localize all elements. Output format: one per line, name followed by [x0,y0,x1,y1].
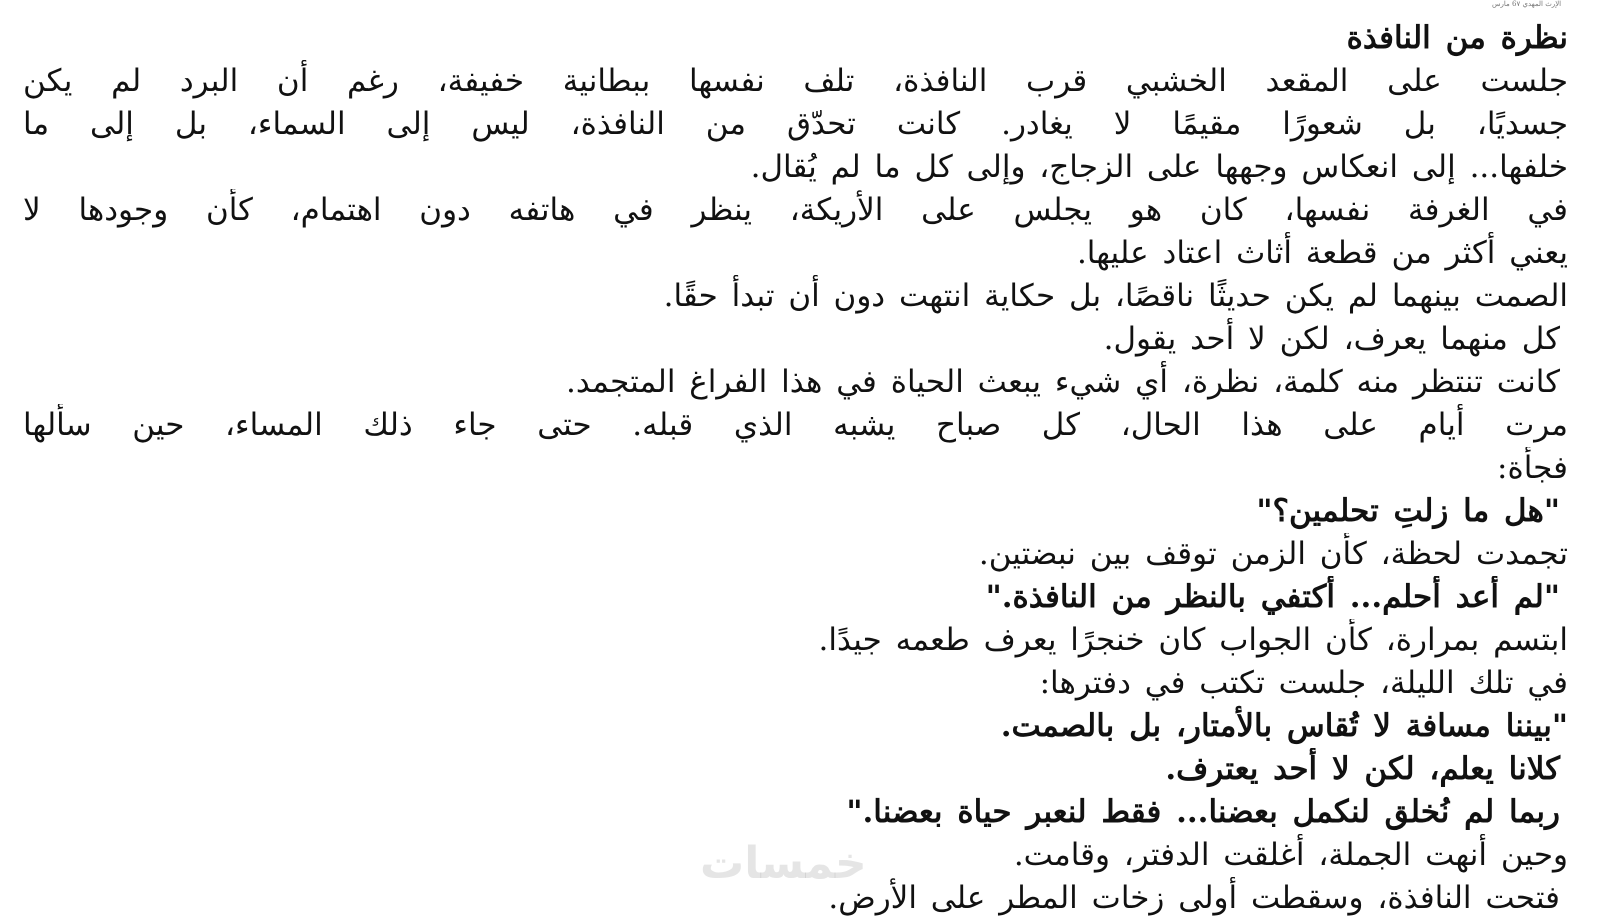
text-line: خلفها... إلى انعكاس وجهها على الزجاج، وإلى كل ما لم يُقال. [750,149,1568,185]
text-line: تجمدت لحظة، كأن الزمن توقف بين نبضتين. [978,536,1568,572]
document-title: نظرة من النافذة [1346,20,1568,56]
text-line: كل منهما يعرف، لكن لا أحد يقول. [1103,321,1560,357]
document-body [23,17,1568,920]
text-line: في الغرفة نفسها، كان هو يجلس على الأريكة، ينظر في هاتفه دون اهتمام، كأن وجودها لا [23,192,1568,228]
text-line: كانت تنتظر منه كلمة، نظرة، أي شيء يبعث الحياة في هذا الفراغ المتجمد. [566,364,1560,400]
watermark: خمسات [700,838,867,889]
text-line: في تلك الليلة، جلست تكتب في دفترها: [1039,665,1568,701]
text-line: يعني أكثر من قطعة أثاث اعتاد عليها. [1076,235,1568,271]
text-line: جسديًا، بل شعورًا مقيمًا لا يغادر. كانت تحدّق من النافذة، ليس إلى السماء، بل إلى ما [23,106,1568,142]
text-line: مرت أيام على هذا الحال، كل صباح يشبه الذي قبله. حتى جاء ذلك المساء، حين سألها [23,407,1568,443]
text-line: ربما لم نُخلق لنكمل بعضنا... فقط لنعبر حياة بعضنا." [846,794,1560,830]
text-line: ابتسم بمرارة، كأن الجواب كان خنجرًا يعرف طعمه جيدًا. [818,622,1568,658]
text-line: "لم أعد أحلم... أكتفي بالنظر من النافذة." [985,579,1560,615]
text-line: جلست على المقعد الخشبي قرب النافذة، تلف نفسها ببطانية خفيفة، رغم أن البرد لم يكن [23,63,1568,99]
text-line: فتحت النافذة، وسقطت أولى زخات المطر على الأرض. [828,880,1560,916]
text-line: "بيننا مسافة لا تُقاس بالأمتار، بل بالصمت. [1000,708,1568,744]
story-lines [23,60,1568,920]
text-line: كلانا يعلم، لكن لا أحد يعترف. [1165,751,1560,787]
text-line: "هل ما زلتِ تحلمين؟" [1256,493,1560,529]
text-line: فجأة: [1497,450,1568,486]
text-line: وحين أنهت الجملة، أغلقت الدفتر، وقامت. [1013,837,1568,873]
corner-note: الإرث المهدي 6٧ مارس [1492,0,1562,8]
text-line: الصمت بينهما لم يكن حديثًا ناقصًا، بل حكاية انتهت دون أن تبدأ حقًا. [663,278,1568,314]
